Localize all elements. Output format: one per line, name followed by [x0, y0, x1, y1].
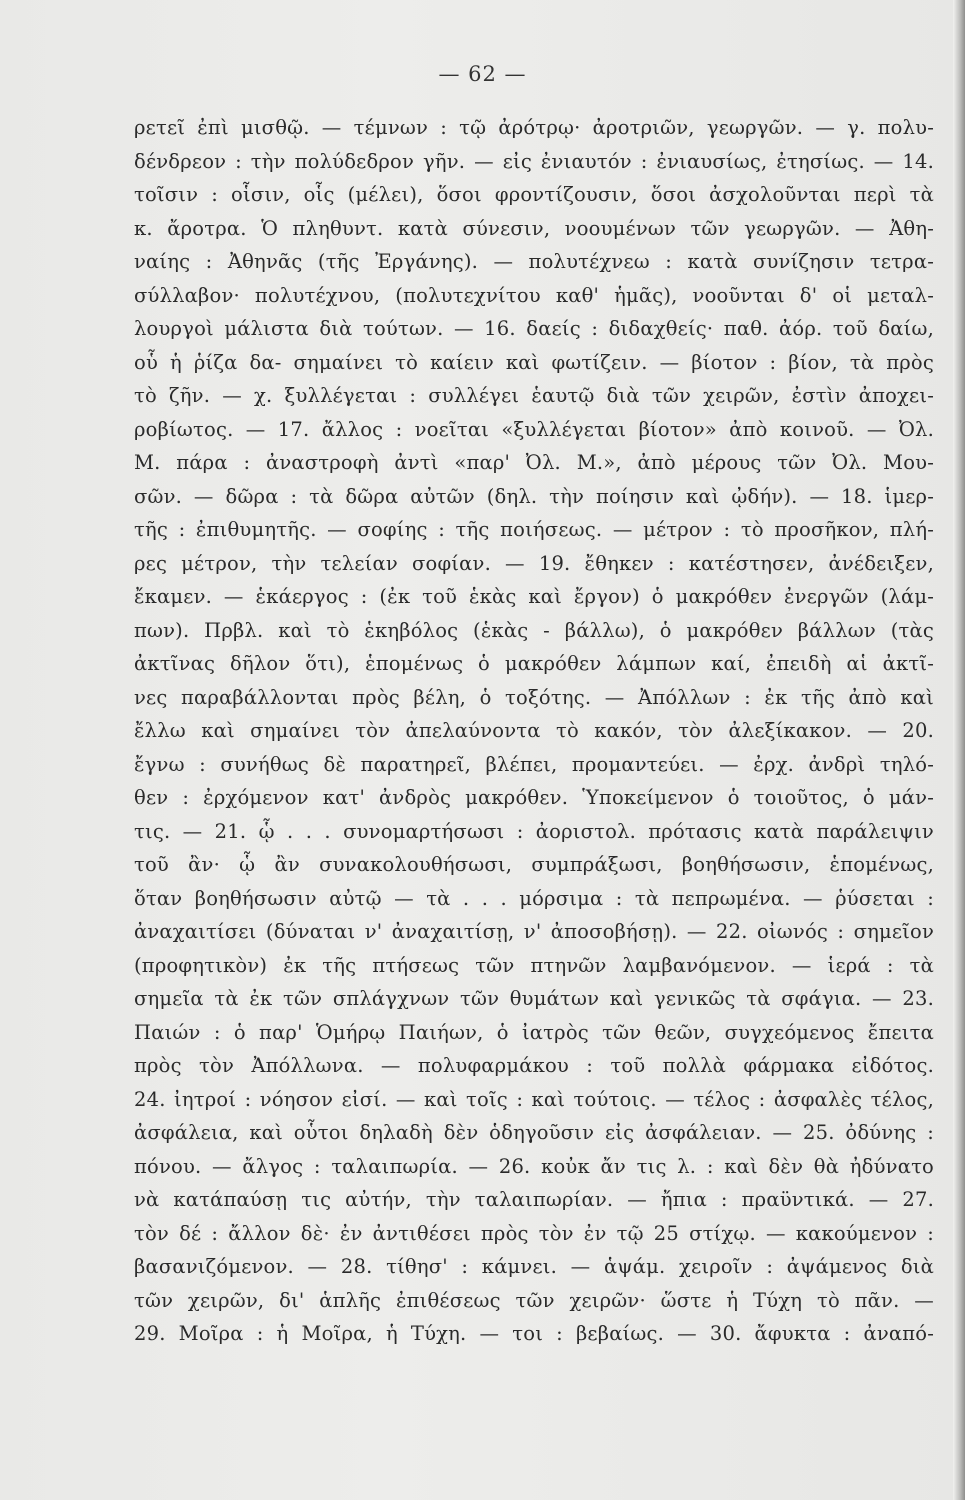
text-line: τοῦ ἂν· ᾧ ἂν συνακολουθήσωσι, συμπράξωσι, βοηθήσωσιν, ἑπομένως,: [134, 853, 934, 876]
text-line: κ. ἄροτρα. Ὁ πληθυντ. κατὰ σύνεσιν, νοουμένων τῶν γεωργῶν. — Ἀθη-: [134, 216, 934, 240]
text-line: ἀσφάλεια, καὶ οὗτοι δηλαδὴ δὲν ὁδηγοῦσιν εἰς ἀσφάλειαν. — 25. ὀδύνης :: [134, 1121, 934, 1144]
text-line: ναίης : Ἀθηνᾶς (τῆς Ἐργάνης). — πολυτέχνεω : κατὰ συνίζησιν τετρα-: [134, 250, 934, 273]
text-line: ροβίωτος. — 17. ἄλλος : νοεῖται «ξυλλέγεται βίοτον» ἀπὸ κοινοῦ. — Ὀλ.: [134, 417, 934, 441]
text-line: ἔκαμεν. — ἑκάεργος : (ἐκ τοῦ ἑκὰς καὶ ἔργον) ὁ μακρόθεν ἐνεργῶν (λάμ-: [134, 585, 934, 608]
text-line: σῶν. — δῶρα : τὰ δῶρα αὐτῶν (δηλ. τὴν ποίησιν καὶ ᾠδήν). — 18. ἱμερ-: [134, 484, 934, 508]
text-line: ρες μέτρον, τὴν τελείαν σοφίαν. — 19. ἔθηκεν : κατέστησεν, ἀνέδειξεν,: [134, 551, 934, 575]
text-line: ἀκτῖνας δῆλον ὅτι), ἑπομένως ὁ μακρόθεν λάμπων καί, ἐπειδὴ αἱ ἀκτῖ-: [134, 652, 934, 675]
text-line: πων). Πρβλ. καὶ τὸ ἑκηβόλος (ἑκὰς - βάλλω), ὁ μακρόθεν βάλλων (τὰς: [134, 618, 934, 642]
text-line: πόνου. — ἄλγος : ταλαιπωρία. — 26. κοὐκ ἄν τις λ. : καὶ δὲν θὰ ἠδύνατο: [134, 1154, 934, 1178]
text-line: σημεῖα τὰ ἐκ τῶν σπλάγχνων τῶν θυμάτων καὶ γενικῶς τὰ σφάγια. — 23.: [134, 987, 934, 1010]
text-line: σύλλαβον· πολυτέχνου, (πολυτεχνίτου καθ' ἡμᾶς), νοοῦνται δ' οἱ μεταλ-: [134, 283, 934, 307]
text-line: ὅταν βοηθήσωσιν αὐτῷ — τὰ . . . μόρσιμα : τὰ πεπρωμένα. — ῥύσεται :: [134, 886, 934, 910]
text-line: θεν : ἐρχόμενον κατ' ἀνδρὸς μακρόθεν. Ὑποκείμενον ὁ τοιοῦτος, ὁ μάν-: [134, 786, 934, 809]
text-line: ἀναχαιτίσει (δύναται ν' ἀναχαιτίσῃ, ν' ἀποσοβήσῃ). — 22. οἰωνός : σημεῖον: [134, 920, 934, 943]
page-number: — 62 —: [438, 62, 527, 86]
text-line: 29. Μοῖρα : ἡ Μοῖρα, ἡ Τύχη. — τοι : βεβαίως. — 30. ἄφυκτα : ἀναπό-: [134, 1322, 934, 1345]
text-line: Παιών : ὁ παρ' Ὁμήρῳ Παιήων, ὁ ἰατρὸς τῶν θεῶν, συγχεόμενος ἔπειτα: [134, 1020, 934, 1044]
text-line: τὸ ζῆν. — χ. ξυλλέγεται : συλλέγει ἑαυτῷ διὰ τῶν χειρῶν, ἐστὶν ἀποχει-: [134, 384, 934, 407]
text-line: (προφητικὸν) ἐκ τῆς πτήσεως τῶν πτηνῶν λαμβανόμενον. — ἱερά : τὰ: [134, 953, 934, 977]
text-line: τῆς : ἐπιθυμητῆς. — σοφίης : τῆς ποιήσεως. — μέτρον : τὸ προσῆκον, πλή-: [134, 518, 934, 541]
text-line: τοῖσιν : οἷσιν, οἷς (μέλει), ὅσοι φροντίζουσιν, ὅσοι ἀσχολοῦνται περὶ τὰ: [134, 183, 934, 206]
text-line: τὸν δέ : ἄλλον δὲ· ἐν ἀντιθέσει πρὸς τὸν ἐν τῷ 25 στίχῳ. — κακούμενον :: [134, 1221, 934, 1245]
text-line: πρὸς τὸν Ἀπόλλωνα. — πολυφαρμάκου : τοῦ πολλὰ φάρμακα εἰδότος.: [134, 1054, 934, 1077]
page-edge-shadow: [953, 0, 965, 1500]
text-line: νες παραβάλλονται πρὸς βέλη, ὁ τοξότης. — Ἀπόλλων : ἐκ τῆς ἀπὸ καὶ: [134, 685, 934, 709]
text-line: ρετεῖ ἐπὶ μισθῷ. — τέμνων : τῷ ἀρότρῳ· ἀροτριῶν, γεωργῶν. — γ. πολυ-: [134, 116, 934, 139]
text-line: δένδρεον : τὴν πολύδεδρον γῆν. — εἰς ἐνιαυτόν : ἐνιαυσίως, ἐτησίως. — 14.: [134, 149, 934, 173]
text-line: τῶν χειρῶν, δι' ἁπλῆς ἐπιθέσεως τῶν χειρῶν· ὥστε ἡ Τύχη τὸ πᾶν. —: [134, 1288, 934, 1312]
text-line: ἔγνω : συνήθως δὲ παρατηρεῖ, βλέπει, προμαντεύει. — ἐρχ. ἀνδρὶ τηλό-: [134, 752, 934, 776]
text-line: λουργοὶ μάλιστα διὰ τούτων. — 16. δαείς : διδαχθείς· παθ. ἀόρ. τοῦ δαίω,: [134, 317, 934, 340]
text-line: Μ. πάρα : ἀναστροφὴ ἀντὶ «παρ' Ὀλ. Μ.», ἀπὸ μέρους τῶν Ὀλ. Μου-: [134, 451, 934, 474]
text-line: οὗ ἡ ῥίζα δα- σημαίνει τὸ καίειν καὶ φωτίζειν. — βίοτον : βίον, τὰ πρὸς: [134, 350, 934, 374]
text-line: τις. — 21. ᾧ . . . συνομαρτήσωσι : ἀοριστολ. πρότασις κατὰ παράλειψιν: [134, 819, 934, 843]
text-line: νὰ κατάπαύσῃ τις αὐτήν, τὴν ταλαιπωρίαν. — ἤπια : πραϋντικά. — 27.: [134, 1188, 934, 1211]
text-line: 24. ἰητροί : νόησον εἰσί. — καὶ τοῖς : καὶ τούτοις. — τέλος : ἀσφαλὲς τέλος,: [134, 1087, 934, 1111]
text-line: βασανιζόμενον. — 28. τίθησ' : κάμνει. — ἁψάμ. χειροῖν : ἀψάμενος διὰ: [134, 1255, 934, 1278]
text-line: ἔλλω καὶ σημαίνει τὸν ἀπελαύνοντα τὸ κακόν, τὸν ἀλεξίκακον. — 20.: [134, 719, 934, 742]
commentary-text: [134, 111, 934, 1351]
